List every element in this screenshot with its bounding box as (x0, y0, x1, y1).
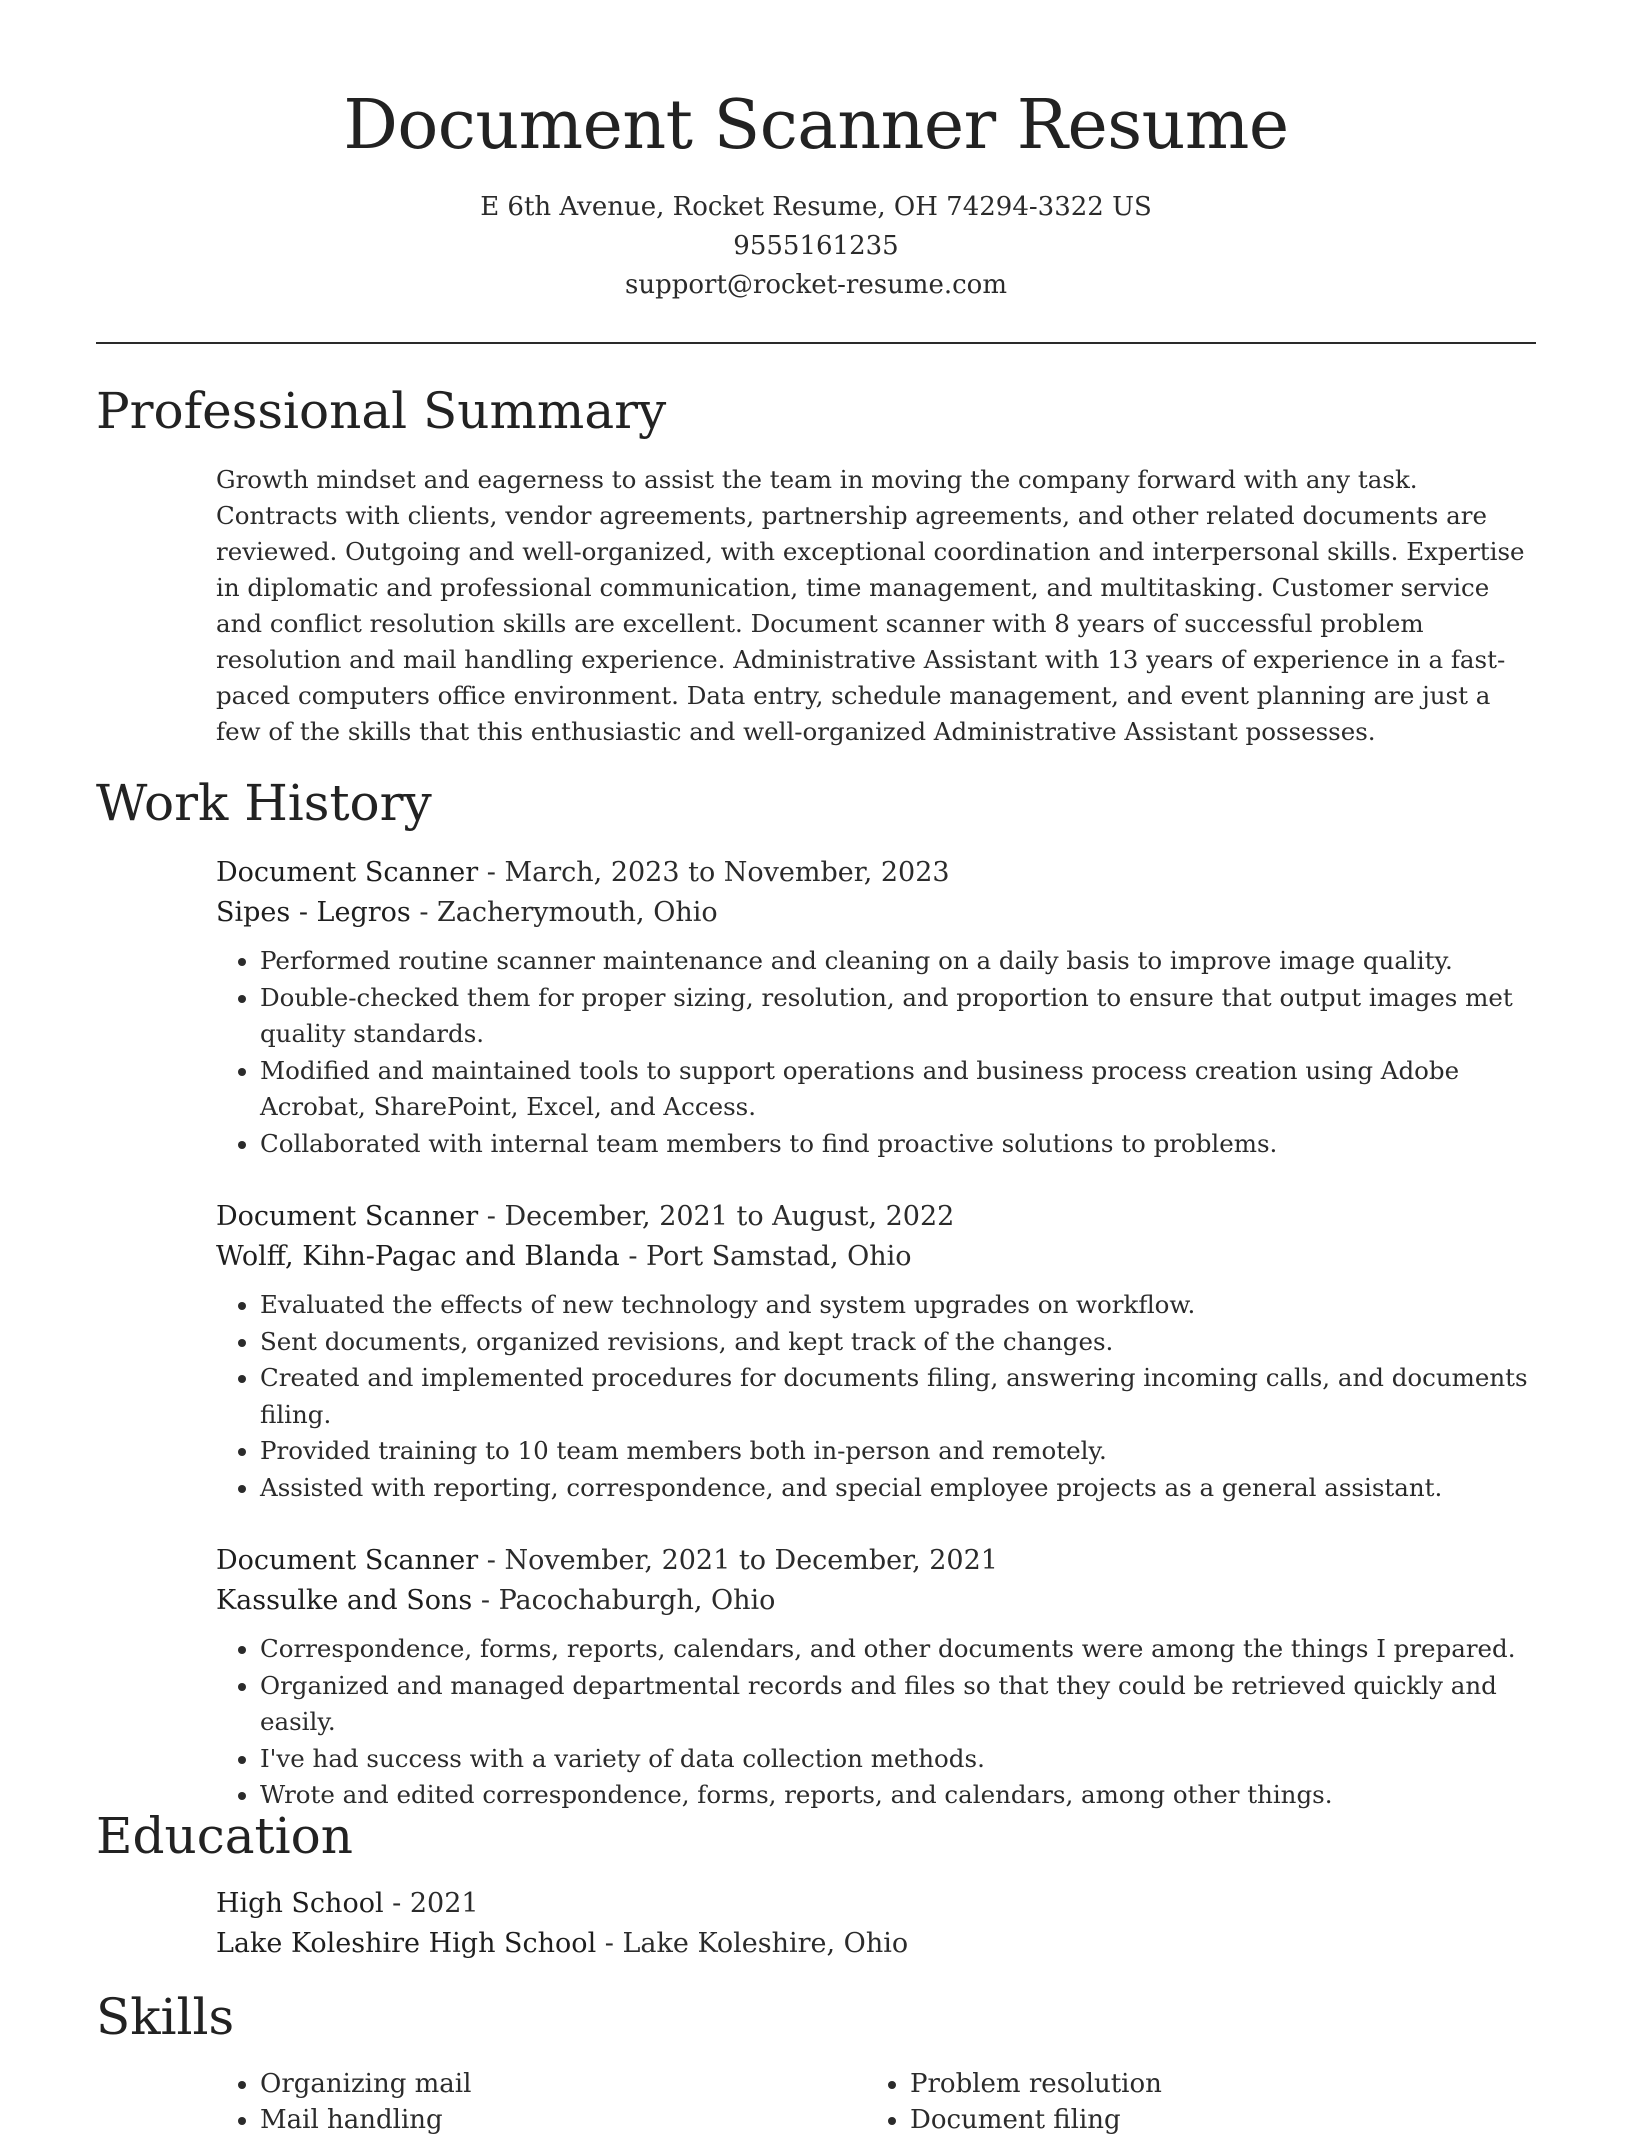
job-dates: - December, 2021 to August, 2022 (478, 1201, 955, 1232)
contact-address: E 6th Avenue, Rocket Resume, OH 74294-3322 US (480, 192, 1152, 222)
education-school-line (216, 1924, 1536, 1964)
job-bullets (216, 1631, 1536, 1814)
job-bullet: • Assisted with reporting, correspondence, and special employee projects as a general assistant. (260, 1470, 1536, 1507)
job-entry (216, 853, 1536, 1162)
education-degree-line (216, 1884, 1536, 1924)
contact-block (0, 188, 1632, 305)
job-company: Sipes - Legros (216, 897, 411, 928)
summary-text: Growth mindset and eagerness to assist the team in moving the company forward with any task. Contracts with clients, vendor agreements, partnership agreements, and other related documents are reviewed. Outgoing and well-organized, with exceptional coordination and interpersonal skills. Expertise in diplomatic and professional communication, time management, and multitasking. Customer service and conflict resolution skills are excellent. Document scanner with 8 years of successful problem resolution and mail handling experience. Administrative Assistant with 13 years of experience in a fast-paced computers office environment. Data entry, schedule management, and event planning are just a few of the skills that this enthusiastic and well-organized Administrative Assistant possesses. (216, 465, 1525, 746)
job-dates: - March, 2023 to November, 2023 (478, 857, 950, 888)
job-bullet: • Wrote and edited correspondence, forms, reports, and calendars, among other things. (260, 1777, 1536, 1814)
skills-column-left (216, 2066, 866, 2138)
education-school: Lake Koleshire High School (216, 1928, 597, 1959)
job-entry (216, 1541, 1536, 1814)
summary-block (216, 462, 1536, 750)
section-title-work-history: Work History (96, 774, 432, 832)
skill-item: • Mail handling (260, 2102, 866, 2138)
education-degree: High School (216, 1888, 384, 1919)
section-title-summary: Professional Summary (96, 382, 667, 440)
job-location: - Pacochaburgh, Ohio (472, 1585, 776, 1616)
job-bullets (216, 1287, 1536, 1506)
contact-phone: 9555161235 (733, 231, 899, 261)
job-bullet: • Correspondence, forms, reports, calendars, and other documents were among the things I prepared. (260, 1631, 1536, 1668)
job-bullet: • Sent documents, organized revisions, and kept track of the changes. (260, 1324, 1536, 1361)
job-bullet: • Organized and managed departmental records and files so that they could be retrieved quickly and easily. (260, 1668, 1536, 1741)
job-company: Kassulke and Sons (216, 1585, 473, 1616)
skills-column-right (866, 2066, 1516, 2138)
job-company-line (216, 1581, 1536, 1621)
job-position-line (216, 853, 1536, 893)
section-title-education: Education (96, 1807, 353, 1865)
job-bullet: • Performed routine scanner maintenance and cleaning on a daily basis to improve image quality. (260, 943, 1536, 980)
job-position: Document Scanner (216, 1545, 479, 1576)
skills-grid (216, 2066, 1536, 2138)
job-dates: - November, 2021 to December, 2021 (478, 1545, 998, 1576)
job-company-line (216, 893, 1536, 933)
job-location: - Port Samstad, Ohio (619, 1241, 912, 1272)
contact-email: support@rocket-resume.com (624, 270, 1007, 300)
job-bullet: • Evaluated the effects of new technology and system upgrades on workflow. (260, 1287, 1536, 1324)
job-bullet: • I've had success with a variety of data collection methods. (260, 1741, 1536, 1778)
section-title-skills: Skills (96, 1988, 235, 2046)
job-entry (216, 1197, 1536, 1506)
job-company: Wolff, Kihn-Pagac and Blanda (216, 1241, 620, 1272)
education-entry (216, 1884, 1536, 1964)
job-bullet: • Collaborated with internal team members to find proactive solutions to problems. (260, 1126, 1536, 1163)
header-divider (96, 342, 1536, 344)
education-year: - 2021 (383, 1888, 479, 1919)
job-bullet: • Double-checked them for proper sizing, resolution, and proportion to ensure that output images met quality standards. (260, 980, 1536, 1053)
education-location: - Lake Koleshire, Ohio (596, 1928, 909, 1959)
job-position-line (216, 1197, 1536, 1237)
job-bullet: • Created and implemented procedures for documents filing, answering incoming calls, and documents filing. (260, 1360, 1536, 1433)
resume-title: Document Scanner Resume (343, 86, 1289, 165)
job-position: Document Scanner (216, 1201, 479, 1232)
job-position: Document Scanner (216, 857, 479, 888)
job-location: - Zacherymouth, Ohio (410, 897, 718, 928)
skill-item: • Problem resolution (910, 2066, 1516, 2102)
skill-item: • Document filing (910, 2102, 1516, 2138)
job-position-line (216, 1541, 1536, 1581)
skill-item: • Organizing mail (260, 2066, 866, 2102)
job-bullets (216, 943, 1536, 1162)
job-company-line (216, 1237, 1536, 1277)
resume-header (0, 0, 1632, 305)
job-bullet: • Provided training to 10 team members both in-person and remotely. (260, 1433, 1536, 1470)
job-bullet: • Modified and maintained tools to support operations and business process creation using Adobe Acrobat, SharePoint, Excel, and Access. (260, 1053, 1536, 1126)
